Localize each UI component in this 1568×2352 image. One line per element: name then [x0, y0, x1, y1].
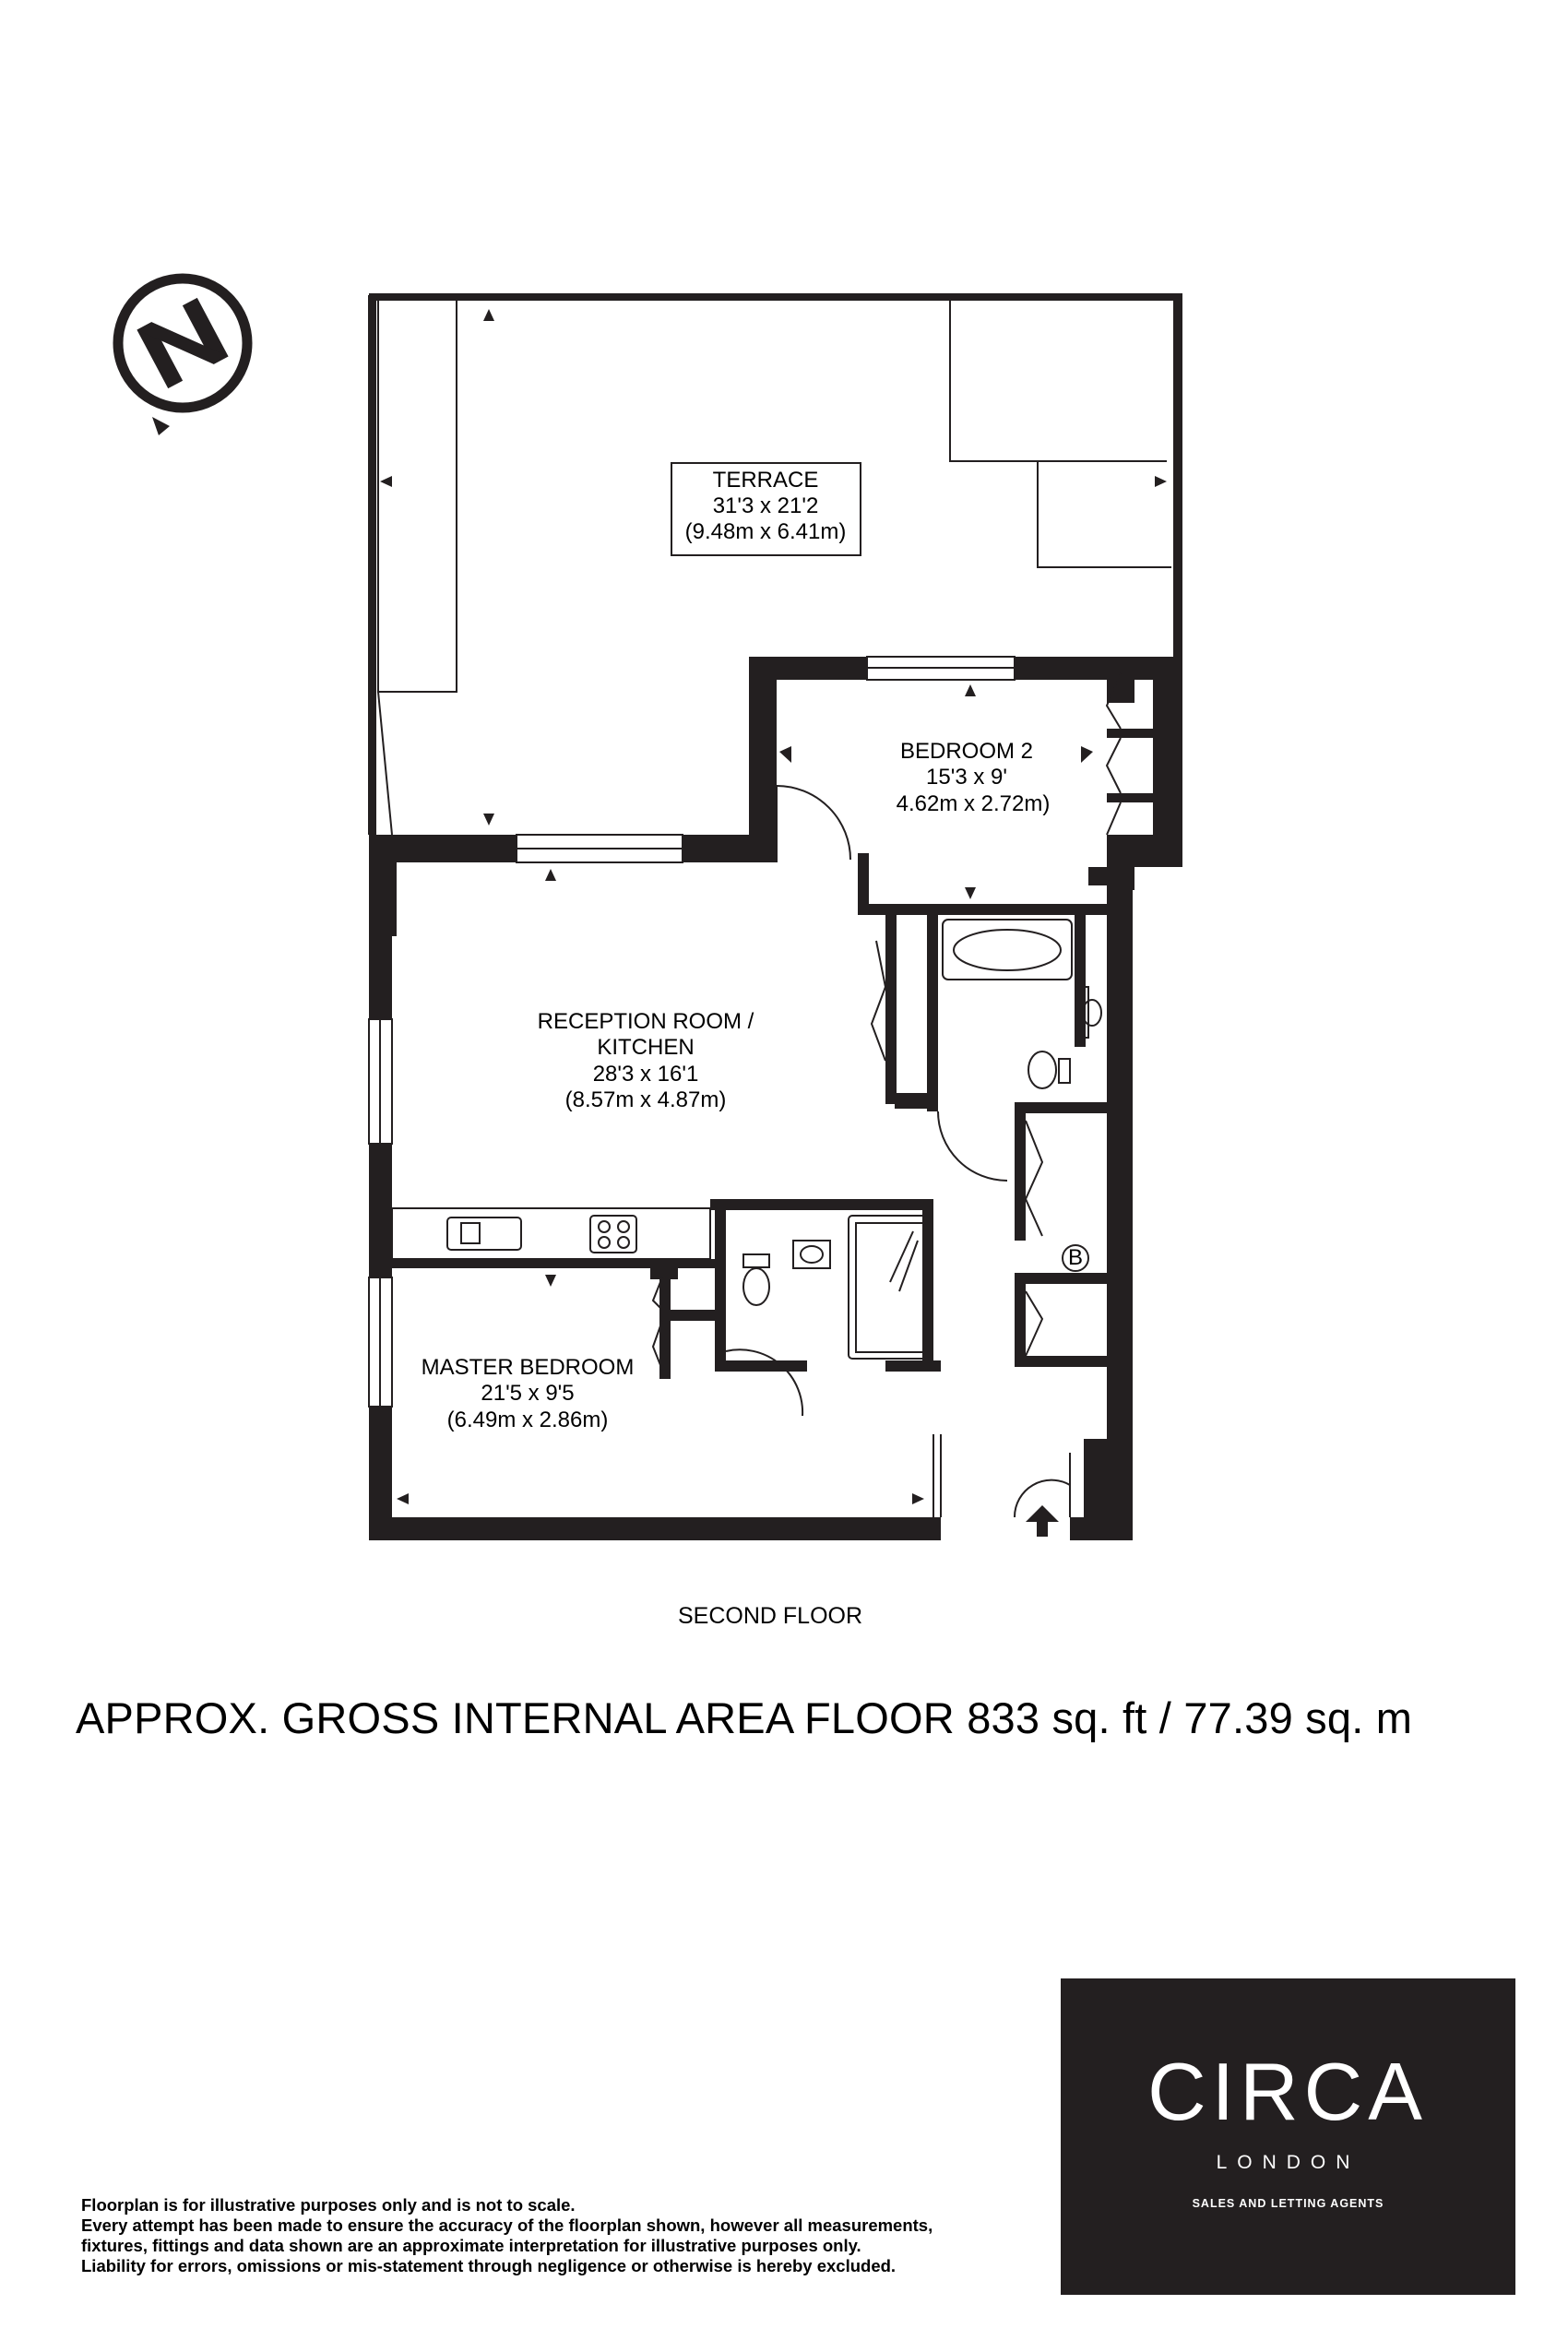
boiler-label: B — [1067, 1245, 1084, 1270]
disclaimer-line: Liability for errors, omissions or mis-statement through negligence or otherwise is hereby excluded. — [81, 2256, 897, 2275]
disclaimer-line: fixtures, fittings and data shown are an approximate interpretation for illustrative purposes only. — [81, 2236, 861, 2255]
disclaimer — [81, 2195, 932, 2276]
kitchen-counter — [392, 1208, 710, 1259]
bedroom2-metric: 4.62m x 2.72m) — [896, 791, 1051, 816]
disclaimer-line: Every attempt has been made to ensure the accuracy of the floorplan shown, however all measurements, — [81, 2215, 933, 2235]
reception-name: RECEPTION ROOM / — [537, 1009, 754, 1034]
gross-internal-area: APPROX. GROSS INTERNAL AREA FLOOR 833 sq. ft / 77.39 sq. m — [76, 1693, 1413, 1742]
disclaimer-line: Floorplan is for illustrative purposes only and is not to scale. — [81, 2195, 576, 2215]
agency-logo — [1061, 1978, 1515, 2295]
bedroom2-imperial: 15'3 x 9' — [926, 765, 1007, 790]
reception-imperial: 28'3 x 16'1 — [592, 1062, 699, 1087]
terrace-name: TERRACE — [712, 468, 819, 493]
entrance-arrow-icon — [1026, 1505, 1059, 1537]
floor-label: SECOND FLOOR — [677, 1603, 863, 1629]
boiler — [1063, 1245, 1088, 1271]
master-imperial: 21'5 x 9'5 — [481, 1381, 575, 1406]
terrace-metric: (9.48m x 6.41m) — [684, 519, 847, 544]
bedroom2-name: BEDROOM 2 — [899, 739, 1034, 764]
logo-subtitle: LONDON — [1216, 2152, 1360, 2173]
logo-wordmark: CIRCA — [1147, 2050, 1428, 2133]
reception-metric: (8.57m x 4.87m) — [564, 1087, 727, 1112]
north-compass-icon — [118, 279, 247, 435]
circa-wordmark — [1061, 2050, 1515, 2133]
master-metric: (6.49m x 2.86m) — [446, 1408, 609, 1432]
logo-tagline: SALES AND LETTING AGENTS — [1192, 2197, 1384, 2210]
master-name: MASTER BEDROOM — [421, 1355, 635, 1380]
terrace-imperial: 31'3 x 21'2 — [712, 493, 819, 518]
reception-name-2: KITCHEN — [597, 1035, 695, 1060]
